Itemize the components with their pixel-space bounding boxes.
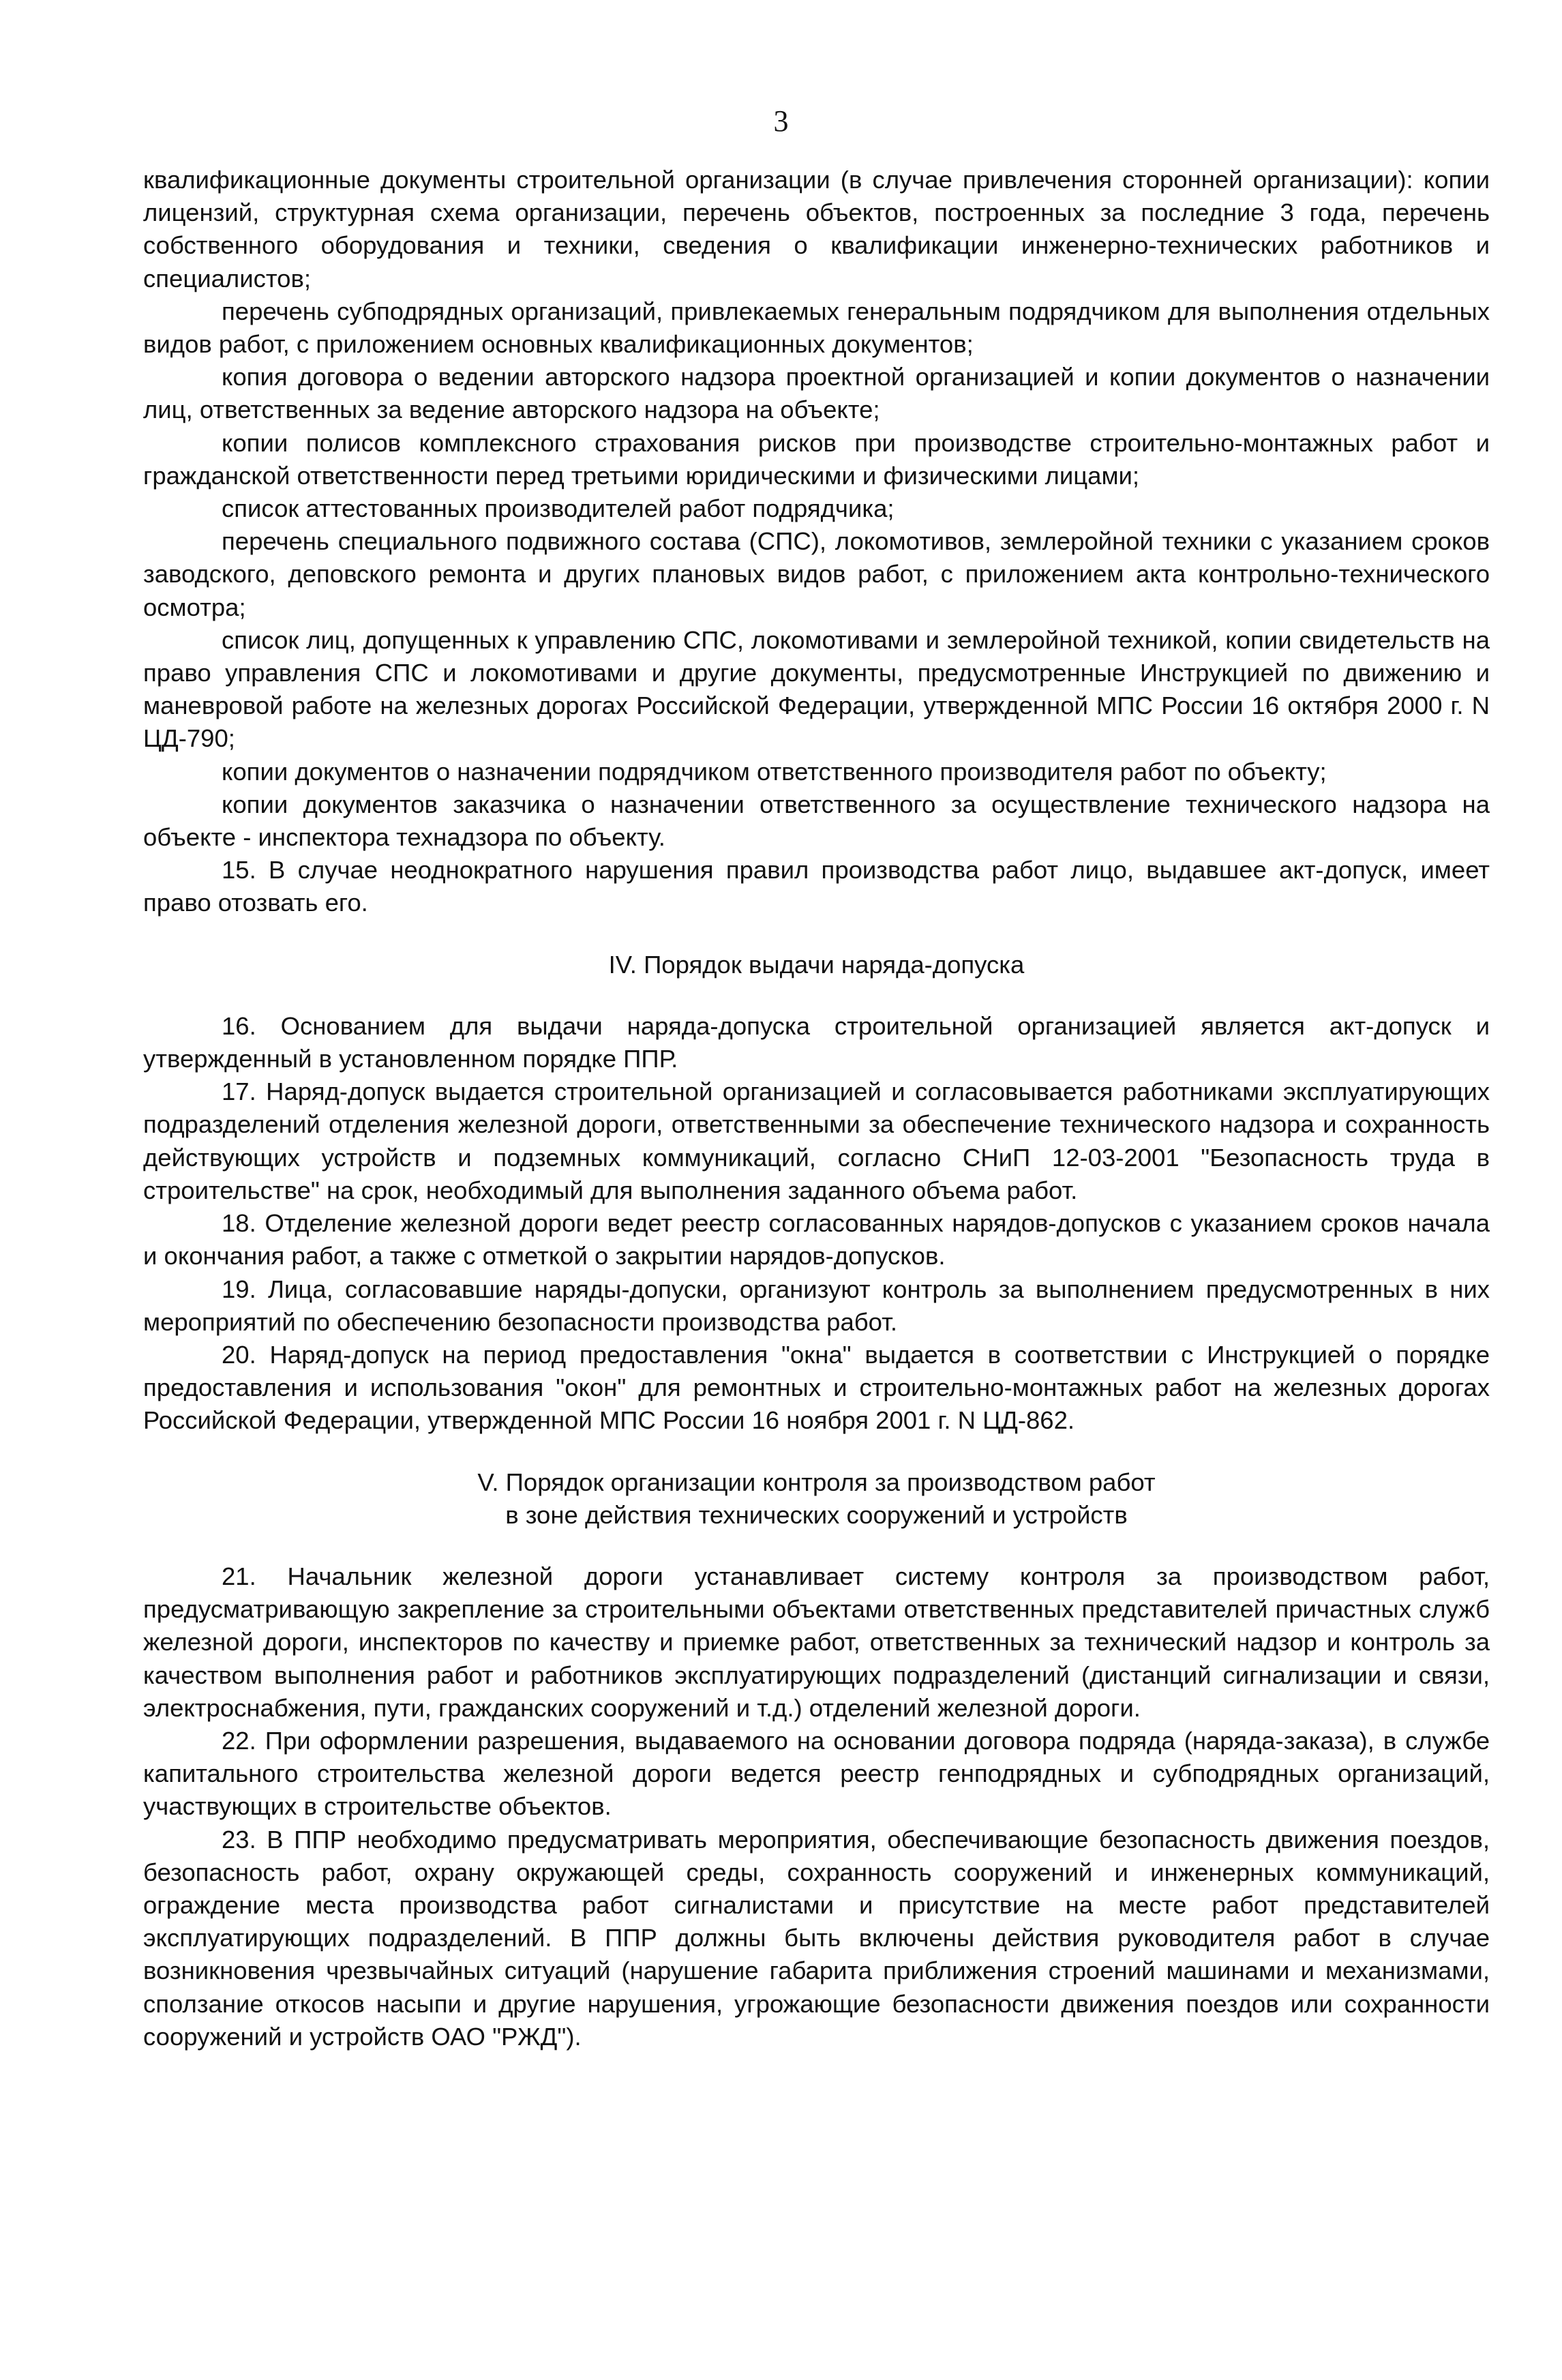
section-5-heading-line1: V. Порядок организации контроля за производством работ xyxy=(477,1468,1156,1496)
list-item-insurance: копии полисов комплексного страхования рисков при производстве строительно-монтажных работ и гражданской ответственности перед третьими юридическими и физическими лицами; xyxy=(143,428,1490,490)
paragraph-18: 18. Отделение железной дороги ведет реестр согласованных нарядов-допусков с указанием сроков начала и окончания работ, а также с отметкой о закрытии нарядов-допусков. xyxy=(143,1209,1490,1270)
paragraph-19: 19. Лица, согласовавшие наряды-допуски, организуют контроль за выполнением предусмотренных в них мероприятий по обеспечению безопасности производства работ. xyxy=(143,1275,1490,1336)
list-item-author-supervision: копия договора о ведении авторского надзора проектной организацией и копии документов о назначении лиц, ответственных за ведение авторского надзора на объекте; xyxy=(143,363,1490,424)
paragraph-22: 22. При оформлении разрешения, выдаваемого на основании договора подряда (наряда-заказа), в службе капитального строительства железной дороги ведется реестр генподрядных и субподрядных организаций, участвующих в строительстве объектов. xyxy=(143,1726,1490,1821)
paragraph-17: 17. Наряд-допуск выдается строительной организацией и согласовывается работниками эксплуатирующих подразделений отделения железной дороги, ответственными за обеспечение технического надзора и сохранность действующих устройств и подземных коммуникаций, согласно СНиП 12-03-2001 "Безопасность труда в строительстве" на срок, необходимый для выполнения заданного объема работ. xyxy=(143,1077,1490,1204)
section-4-heading-text: IV. Порядок выдачи наряда-допуска xyxy=(608,950,1025,979)
list-item-qualification-docs: квалификационные документы строительной организации (в случае привлечения сторонней организации): копии лицензий, структурная схема организации, перечень объектов, построенных за последние 3 года, перечень собственного оборудования и техники, сведения о квалификации инженерно-технических работников и специалистов; xyxy=(143,166,1490,293)
paragraph-21: 21. Начальник железной дороги устанавливает систему контроля за производством работ, предусматривающую закрепление за строительными объектами ответственных представителей причастных служб железной дороги, инспекторов по качеству и приемке работ, ответственных за технический надзор и контроль за качеством выполнения работ и работников эксплуатирующих подразделений (дистанций сигнализации и связи, электроснабжения, пути, гражданских сооружений и т.д.) отделений железной дороги. xyxy=(143,1562,1490,1722)
paragraph-20: 20. Наряд-допуск на период предоставления "окна" выдается в соответствии с Инструкцией о порядке предоставления и использования "окон" для ремонтных и строительно-монтажных работ на железных дорогах Российской Федерации, утвержденной МПС России 16 ноября 2001 г. N ЦД-862. xyxy=(143,1340,1490,1435)
list-item-rolling-stock: перечень специального подвижного состава (СПС), локомотивов, землеройной техники с указанием сроков заводского, деповского ремонта и других плановых видов работ, с приложением акта контрольно-технического осмотра; xyxy=(143,527,1490,621)
list-item-customer-supervision: копии документов заказчика о назначении ответственного за осуществление технического надзора на объекте - инспектора технадзора по объекту. xyxy=(143,790,1490,852)
paragraph-16: 16. Основанием для выдачи наряда-допуска строительной организацией является акт-допуск и утвержденный в установленном порядке ППР. xyxy=(143,1011,1490,1073)
page-number: 3 xyxy=(773,104,789,138)
document-body xyxy=(143,164,1490,2053)
list-item-certified-managers: список аттестованных производителей работ подрядчика; xyxy=(222,494,895,523)
section-4-heading xyxy=(143,949,1490,981)
paragraph-15: 15. В случае неоднократного нарушения правил производства работ лицо, выдавшее акт-допуск, имеет право отозвать его. xyxy=(143,856,1490,917)
list-item-responsible-manager: копии документов о назначении подрядчиком ответственного производителя работ по объекту; xyxy=(222,757,1327,786)
section-5-heading-line2: в зоне действия технических сооружений и устройств xyxy=(505,1500,1128,1529)
list-item-subcontractors: перечень субподрядных организаций, привлекаемых генеральным подрядчиком для выполнения отдельных видов работ, с приложением основных квалификационных документов; xyxy=(143,297,1490,359)
section-5-heading xyxy=(143,1466,1490,1532)
paragraph-23: 23. В ППР необходимо предусматривать мероприятия, обеспечивающие безопасность движения поездов, безопасность работ, охрану окружающей среды, сохранность сооружений и инженерных коммуникаций, ограждение места производства работ сигналистами и присутствие на месте работ представителей эксплуатирующих подразделений. В ППР должны быть включены действия руководителя работ в случае возникновения чрезвычайных ситуаций (нарушение габарита приближения строений машинами и механизмами, сползание откосов насыпи и другие нарушения, угрожающие безопасности движения поездов или сохранности сооружений и устройств ОАО "РЖД"). xyxy=(143,1825,1490,2051)
list-item-operators: список лиц, допущенных к управлению СПС, локомотивами и землеройной техникой, копии свидетельств на право управления СПС и локомотивами и другие документы, предусмотренные Инструкцией по движению и маневровой работе на железных дорогах Российской Федерации, утвержденной МПС России 16 октября 2000 г. N ЦД-790; xyxy=(143,625,1490,753)
